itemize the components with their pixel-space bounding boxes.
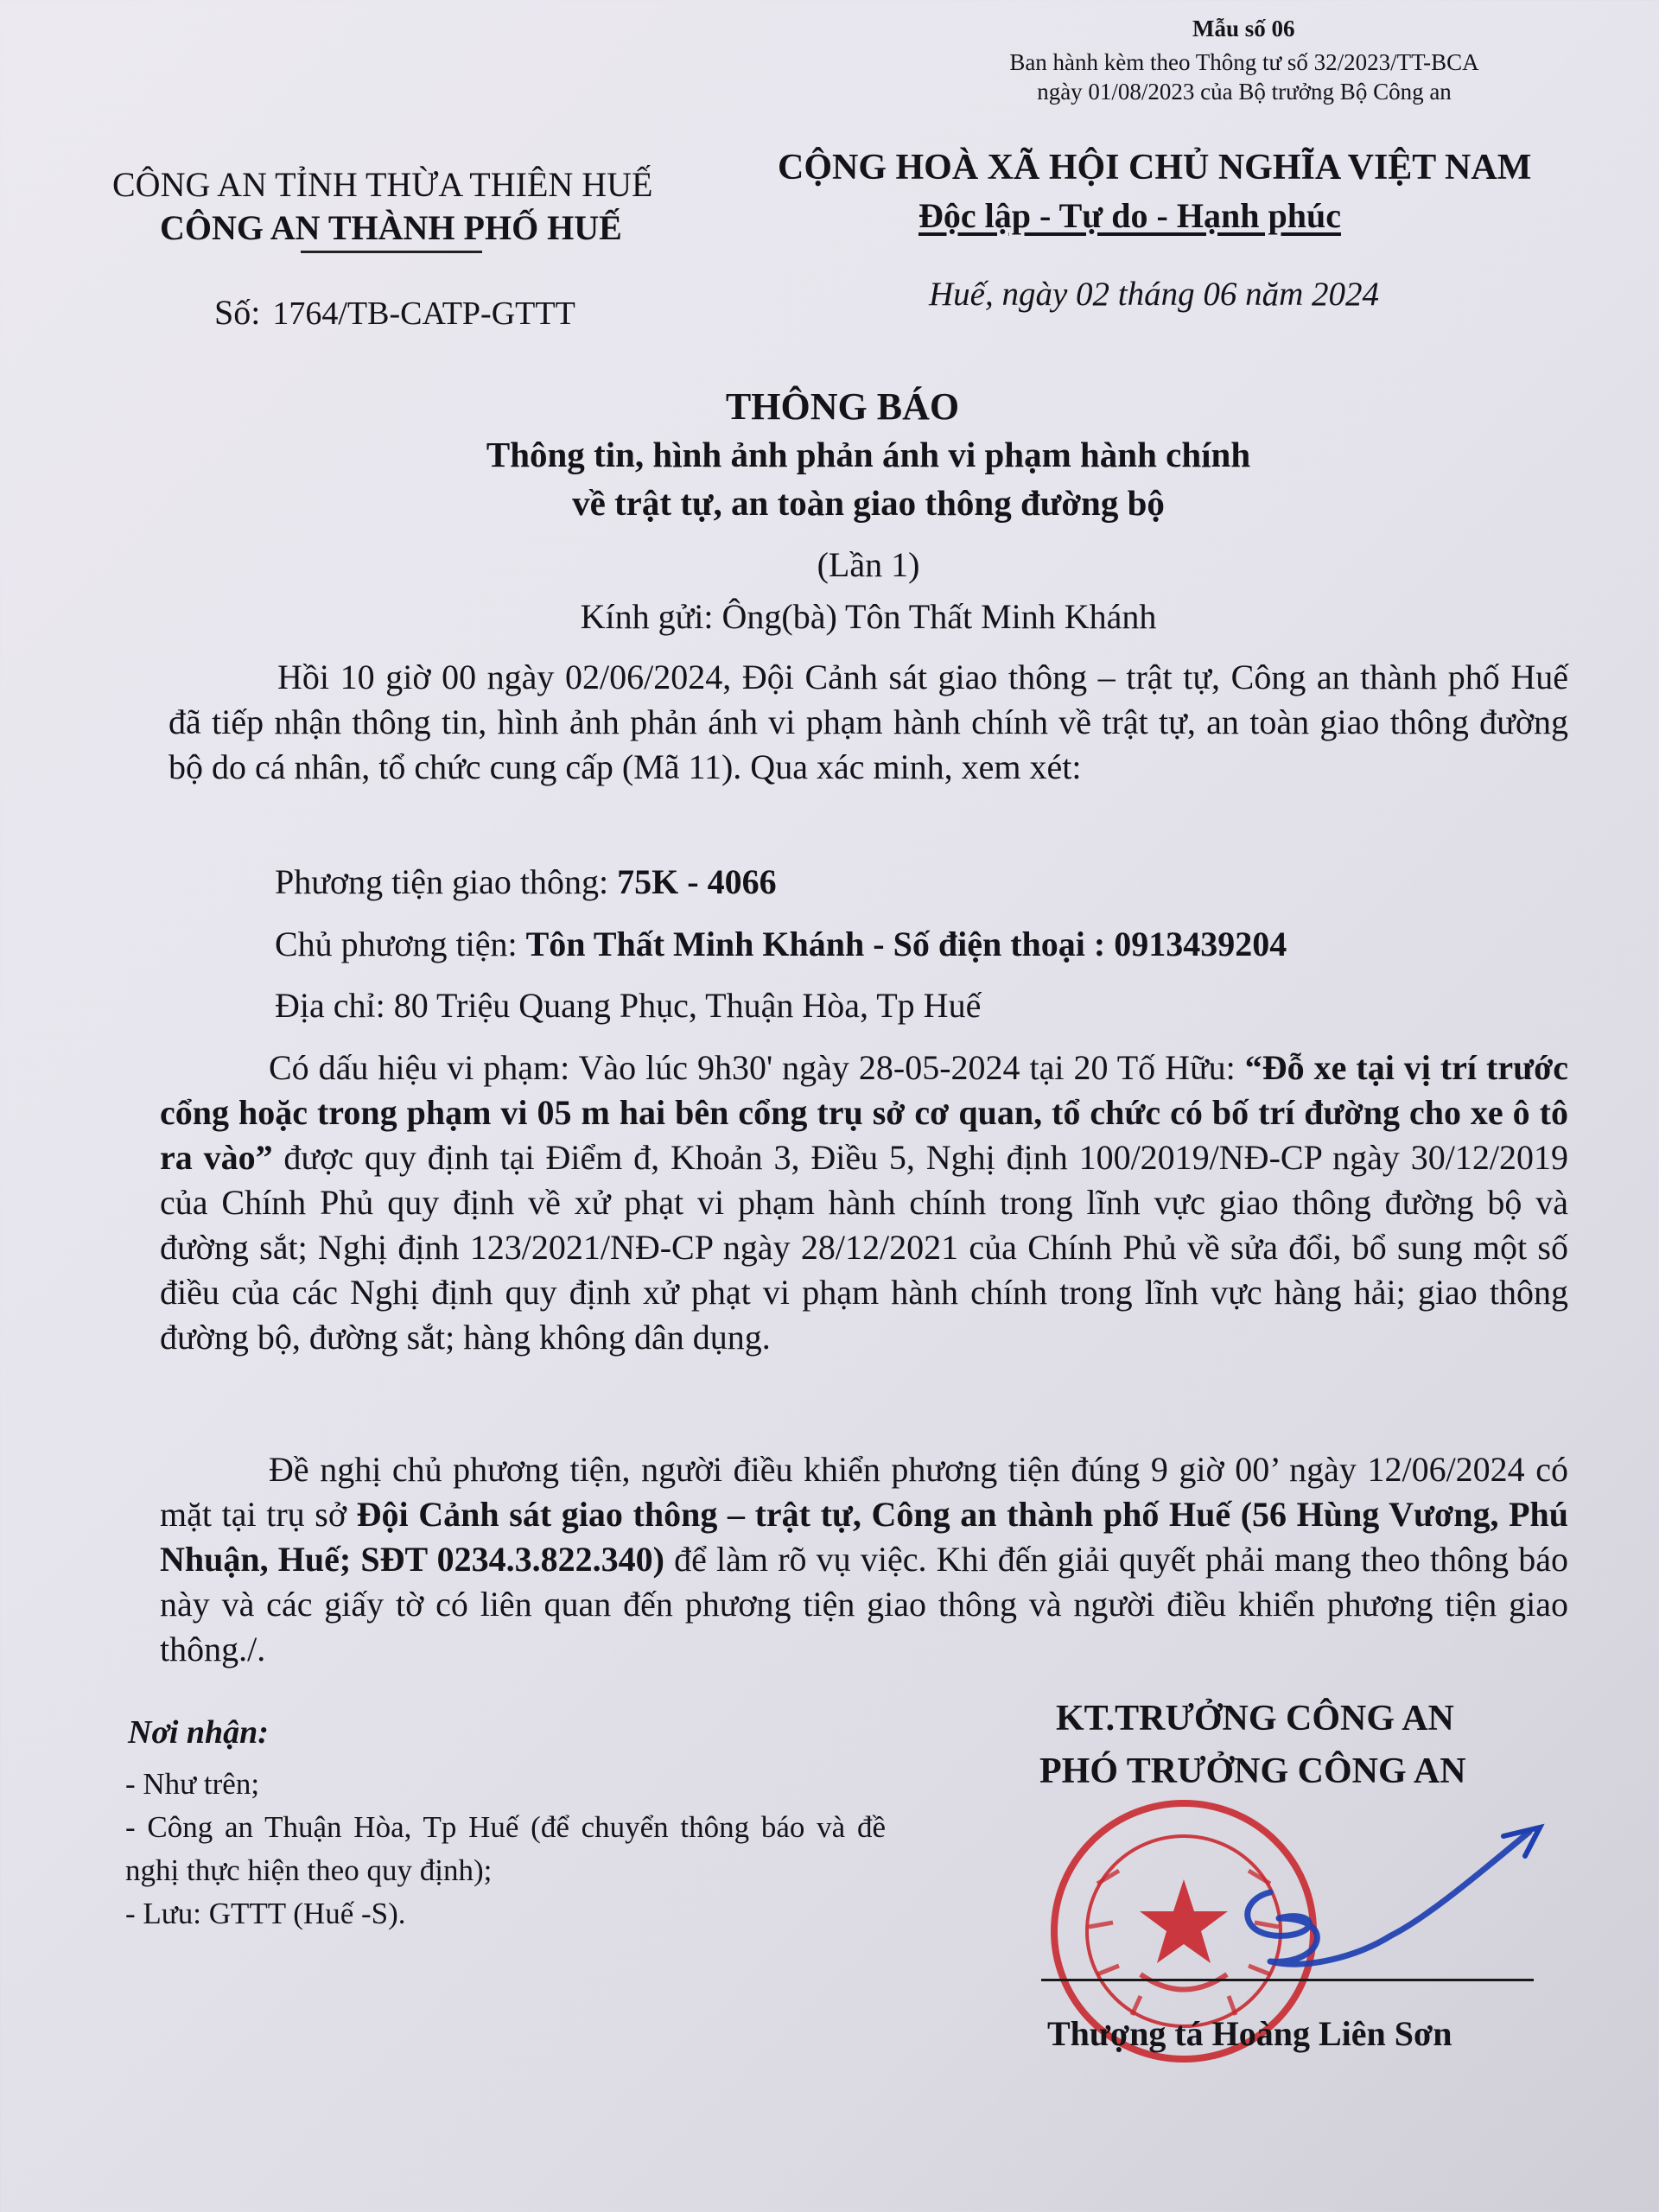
form-reference: Ban hành kèm theo Thông tư số 32/2023/TT-BCA ngày 01/08/2023 của Bộ trưởng Bộ Công an <box>1009 49 1479 105</box>
recipients-list <box>125 1763 886 1936</box>
document-number <box>214 292 575 333</box>
request-details: để làm rõ vụ việc. Khi đến giải quyết phải mang theo thông báo này và các giấy tờ có liên quan đến phương tiện giao thông và người điều khiển phương tiện giao thông./. <box>160 1540 1569 1669</box>
owner-name: Tôn Thất Minh Khánh <box>525 925 865 963</box>
vehicle-plate: 75K - 4066 <box>617 862 777 901</box>
document-number-value: 1764/TB-CATP-GTTT <box>272 296 575 332</box>
signature-title-line1: KT.TRƯỞNG CÔNG AN <box>1056 1699 1454 1738</box>
recipient-item: - Lưu: GTTT (Huế -S). <box>125 1897 406 1930</box>
violation-intro: Có dấu hiệu vi phạm: Vào lúc 9h30' ngày 28-05-2024 tại 20 Tố Hữu: <box>269 1048 1245 1087</box>
request-location: Đội Cảnh sát giao thông – trật tự, Công an thành phố Huế (56 Hùng Vương, Phú Nhuận, Huế; SĐT 0234.3.822.340) <box>160 1495 1568 1579</box>
owner-phone: - Số điện thoại : 0913439204 <box>864 925 1287 963</box>
violation-description: “Đỗ xe tại vị trí trước cổng hoặc trong phạm vi 05 m hai bên cổng trụ sở cơ quan, tổ chức có bố trí đường cho xe ô tô ra vào” <box>160 1048 1569 1177</box>
notice-iteration: (Lần 1) <box>817 545 920 584</box>
violation-paragraph <box>160 1046 1568 1360</box>
document-subtitle-line2: về trật tự, an toàn giao thông đường bộ <box>572 483 1165 523</box>
agency-name: CÔNG AN THÀNH PHỐ HUẾ <box>160 208 622 247</box>
owner-line <box>275 924 1287 964</box>
agency-underline <box>301 251 482 253</box>
vehicle-label: Phương tiện giao thông: <box>275 862 618 901</box>
intro-paragraph <box>168 655 1568 790</box>
request-paragraph <box>160 1447 1568 1672</box>
handwritten-signature <box>1218 1789 1581 1987</box>
signature-line <box>1041 1979 1534 1981</box>
recipient-item: - Công an Thuận Hòa, Tp Huế (để chuyển thông báo và đề nghị thực hiện theo quy định); <box>125 1810 886 1887</box>
recipient-item: - Như trên; <box>125 1767 260 1801</box>
signer-name: Thượng tá Hoàng Liên Sơn <box>1047 2014 1452 2053</box>
document-title: THÔNG BÁO <box>725 385 960 428</box>
form-number: Mẫu số 06 <box>1192 16 1295 41</box>
intro-text: Hồi 10 giờ 00 ngày 02/06/2024, Đội Cảnh sát giao thông – trật tự, Công an thành phố Huế đã tiếp nhận thông tin, hình ảnh phản ánh vi phạm hành chính về trật tự, an toàn giao thông đường bộ do cá nhân, tổ chức cung cấp (Mã 11). Qua xác minh, xem xét: <box>168 658 1568 786</box>
recipient-line: Kính gửi: Ông(bà) Tôn Thất Minh Khánh <box>580 597 1157 636</box>
signature-title-line2: PHÓ TRƯỞNG CÔNG AN <box>1039 1751 1466 1791</box>
document-subtitle-line1: Thông tin, hình ảnh phản ánh vi phạm hành chính <box>486 435 1251 474</box>
vehicle-line <box>275 861 777 902</box>
owner-label: Chủ phương tiện: <box>275 925 526 963</box>
recipients-title: Nơi nhận: <box>128 1714 269 1751</box>
document-number-label: Số: <box>214 293 261 332</box>
nation-motto: Độc lập - Tự do - Hạnh phúc <box>918 196 1341 235</box>
request-intro: Đề nghị chủ phương tiện, người điều khiển phương tiện đúng 9 giờ 00’ ngày 12/06/2024 có mặt tại trụ sở <box>160 1450 1568 1534</box>
violation-legal-basis: được quy định tại Điểm đ, Khoản 3, Điều 5, Nghị định 100/2019/NĐ-CP ngày 30/12/2019 của Chính Phủ quy định về xử phạt vi phạm hành chính trong lĩnh vực giao thông đường bộ và đường sắt; Nghị định 123/2021/NĐ-CP ngày 28/12/2021 của Chính Phủ về sửa đổi, bổ sung một số điều của các Nghị định quy định xử phạt vi phạm hành chính trong lĩnh vực hàng hải; giao thông đường bộ, đường sắt; hàng không dân dụng. <box>160 1138 1568 1357</box>
address-line: Địa chỉ: 80 Triệu Quang Phục, Thuận Hòa, Tp Huế <box>275 986 982 1025</box>
nation-title: CỘNG HOÀ XÃ HỘI CHỦ NGHĨA VIỆT NAM <box>778 148 1532 188</box>
document-date: Huế, ngày 02 tháng 06 năm 2024 <box>929 276 1380 313</box>
agency-parent: CÔNG AN TỈNH THỪA THIÊN HUẾ <box>112 165 653 204</box>
